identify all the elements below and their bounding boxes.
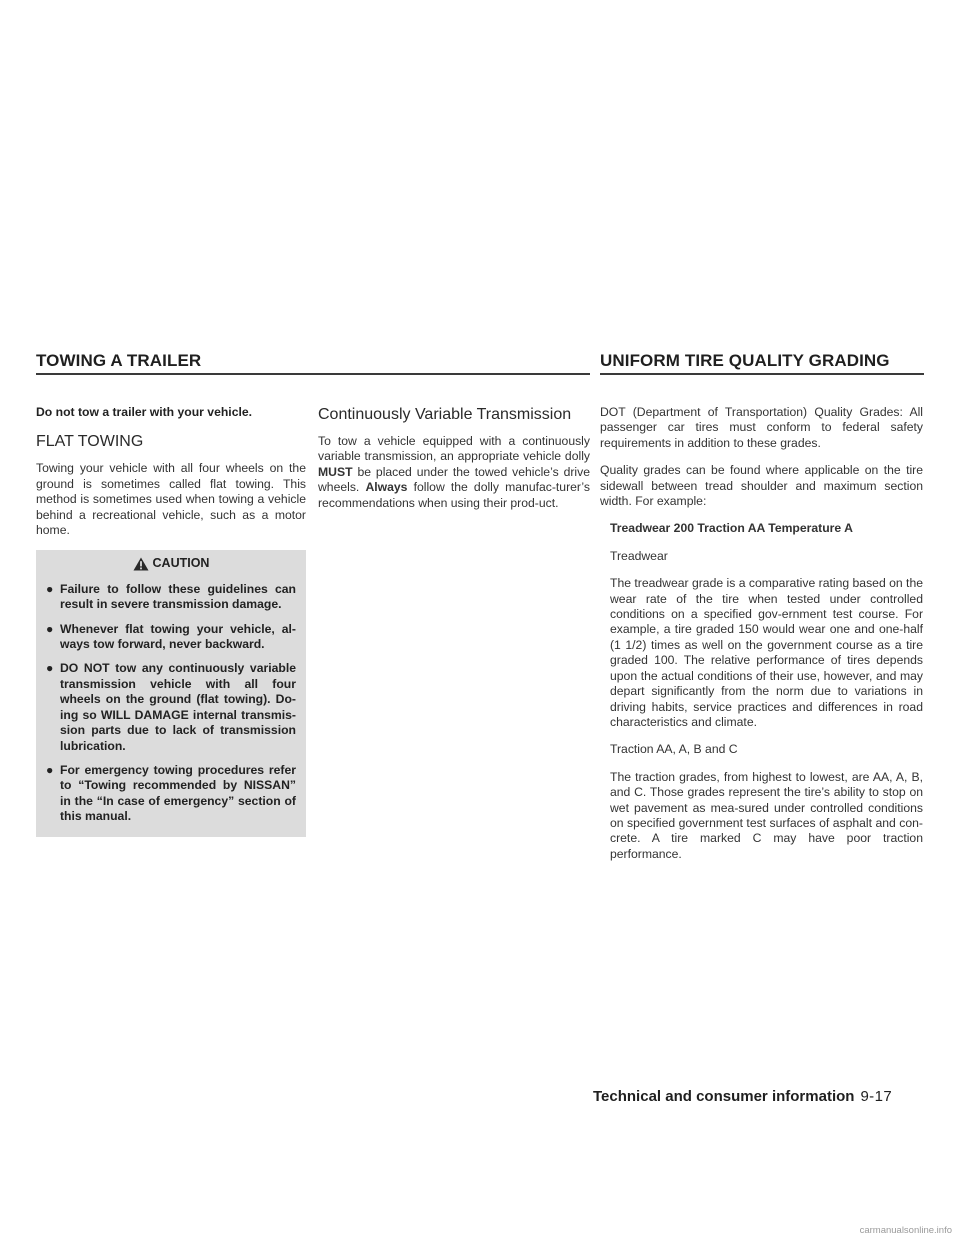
quality-grades-paragraph: Quality grades can be found where applicable on the tire sidewall between tread shoulder and maximum section width. For example:	[600, 463, 923, 509]
dot-paragraph: DOT (Department of Transportation) Quality Grades: All passenger car tires must conform to federal safety requirements in addition to these grades.	[600, 405, 923, 450]
caution-item	[46, 661, 296, 753]
warning-triangle-icon	[133, 557, 149, 571]
treadwear-heading: Treadwear	[610, 548, 668, 563]
grade-example: Treadwear 200 Traction AA Temperature A	[610, 521, 853, 536]
traction-heading: Traction AA, A, B and C	[610, 742, 738, 757]
trailer-warning-lead: Do not tow a trailer with your vehicle.	[36, 405, 253, 419]
caution-title	[46, 556, 296, 571]
flat-towing-heading: FLAT TOWING	[36, 433, 144, 451]
section-heading-uniform-tire-quality-grading: UNIFORM TIRE QUALITY GRADING	[600, 351, 890, 370]
flat-towing-paragraph: Towing your vehicle with all four wheels on the ground is sometimes called flat towing. This method is sometimes used when towing a vehicle behind a recreational vehicle, such as a motor home.	[36, 461, 306, 538]
page-number: 9-17	[860, 1088, 893, 1105]
caution-item-text: DO NOT tow any continuously variable transmission vehicle with all four wheels on the ground (flat towing). Do-ing so WILL DAMAGE internal transmis-sion parts due to lack of transmission lubrication.	[60, 661, 296, 753]
cvt-text-end: follow the dolly manufac-turer’s recommendations when using their prod-uct.	[318, 480, 591, 510]
cvt-text-always: Always	[365, 480, 408, 495]
page-footer	[593, 1088, 923, 1105]
bullet-icon: ●	[46, 762, 54, 777]
caution-item-text: For emergency towing procedures refer to “Towing recommended by NISSAN” in the “In case of emergency” section of this manual.	[60, 762, 296, 824]
heading-rule-left	[36, 373, 590, 375]
caution-item	[46, 622, 296, 653]
bullet-icon: ●	[46, 621, 54, 636]
cvt-text-start: To tow a vehicle equipped with a continuously variable transmission, an appropriate vehicle dolly	[318, 434, 590, 464]
section-heading-towing-a-trailer: TOWING A TRAILER	[36, 351, 202, 370]
bullet-icon: ●	[46, 661, 54, 676]
caution-item-text: Failure to follow these guidelines can result in severe transmission damage.	[60, 581, 296, 612]
caution-item-text: Whenever flat towing your vehicle, al-ways tow forward, never backward.	[60, 621, 296, 652]
watermark: carmanualsonline.info	[859, 1225, 952, 1236]
caution-item	[46, 582, 296, 613]
caution-box	[36, 550, 306, 836]
footer-section-title: Technical and consumer information	[593, 1088, 855, 1105]
cvt-paragraph	[318, 434, 590, 511]
caution-label: CAUTION	[152, 556, 210, 571]
cvt-heading: Continuously Variable Transmission	[318, 406, 572, 423]
cvt-text-mid: be placed under the towed vehicle’s drive wheels.	[318, 464, 590, 495]
traction-paragraph: The traction grades, from highest to lowest, are AA, A, B, and C. Those grades represent the tire’s ability to stop on wet pavement as mea-sured under controlled conditions on specified government test surfaces of asphalt and con-crete. A tire marked C may have poor traction performance.	[610, 769, 923, 861]
caution-list	[46, 582, 296, 825]
cvt-text-must: MUST	[318, 464, 353, 479]
treadwear-paragraph: The treadwear grade is a comparative rating based on the wear rate of the tire when tested under controlled conditions on a specified gov-ernment test course. For example, a tire graded 150 would wear one and one-half (1 1/2) times as well on the government course as a tire graded 100. The relative performance of tires depends upon the actual conditions of their use, however, and may depart significantly from the norm due to variations in driving habits, service practices and differences in road characteristics and climate.	[610, 576, 923, 729]
column-1	[36, 405, 306, 837]
heading-rule-right	[600, 373, 924, 375]
bullet-icon: ●	[46, 581, 54, 596]
caution-item	[46, 763, 296, 825]
column-2	[318, 405, 590, 523]
column-3	[600, 405, 923, 874]
